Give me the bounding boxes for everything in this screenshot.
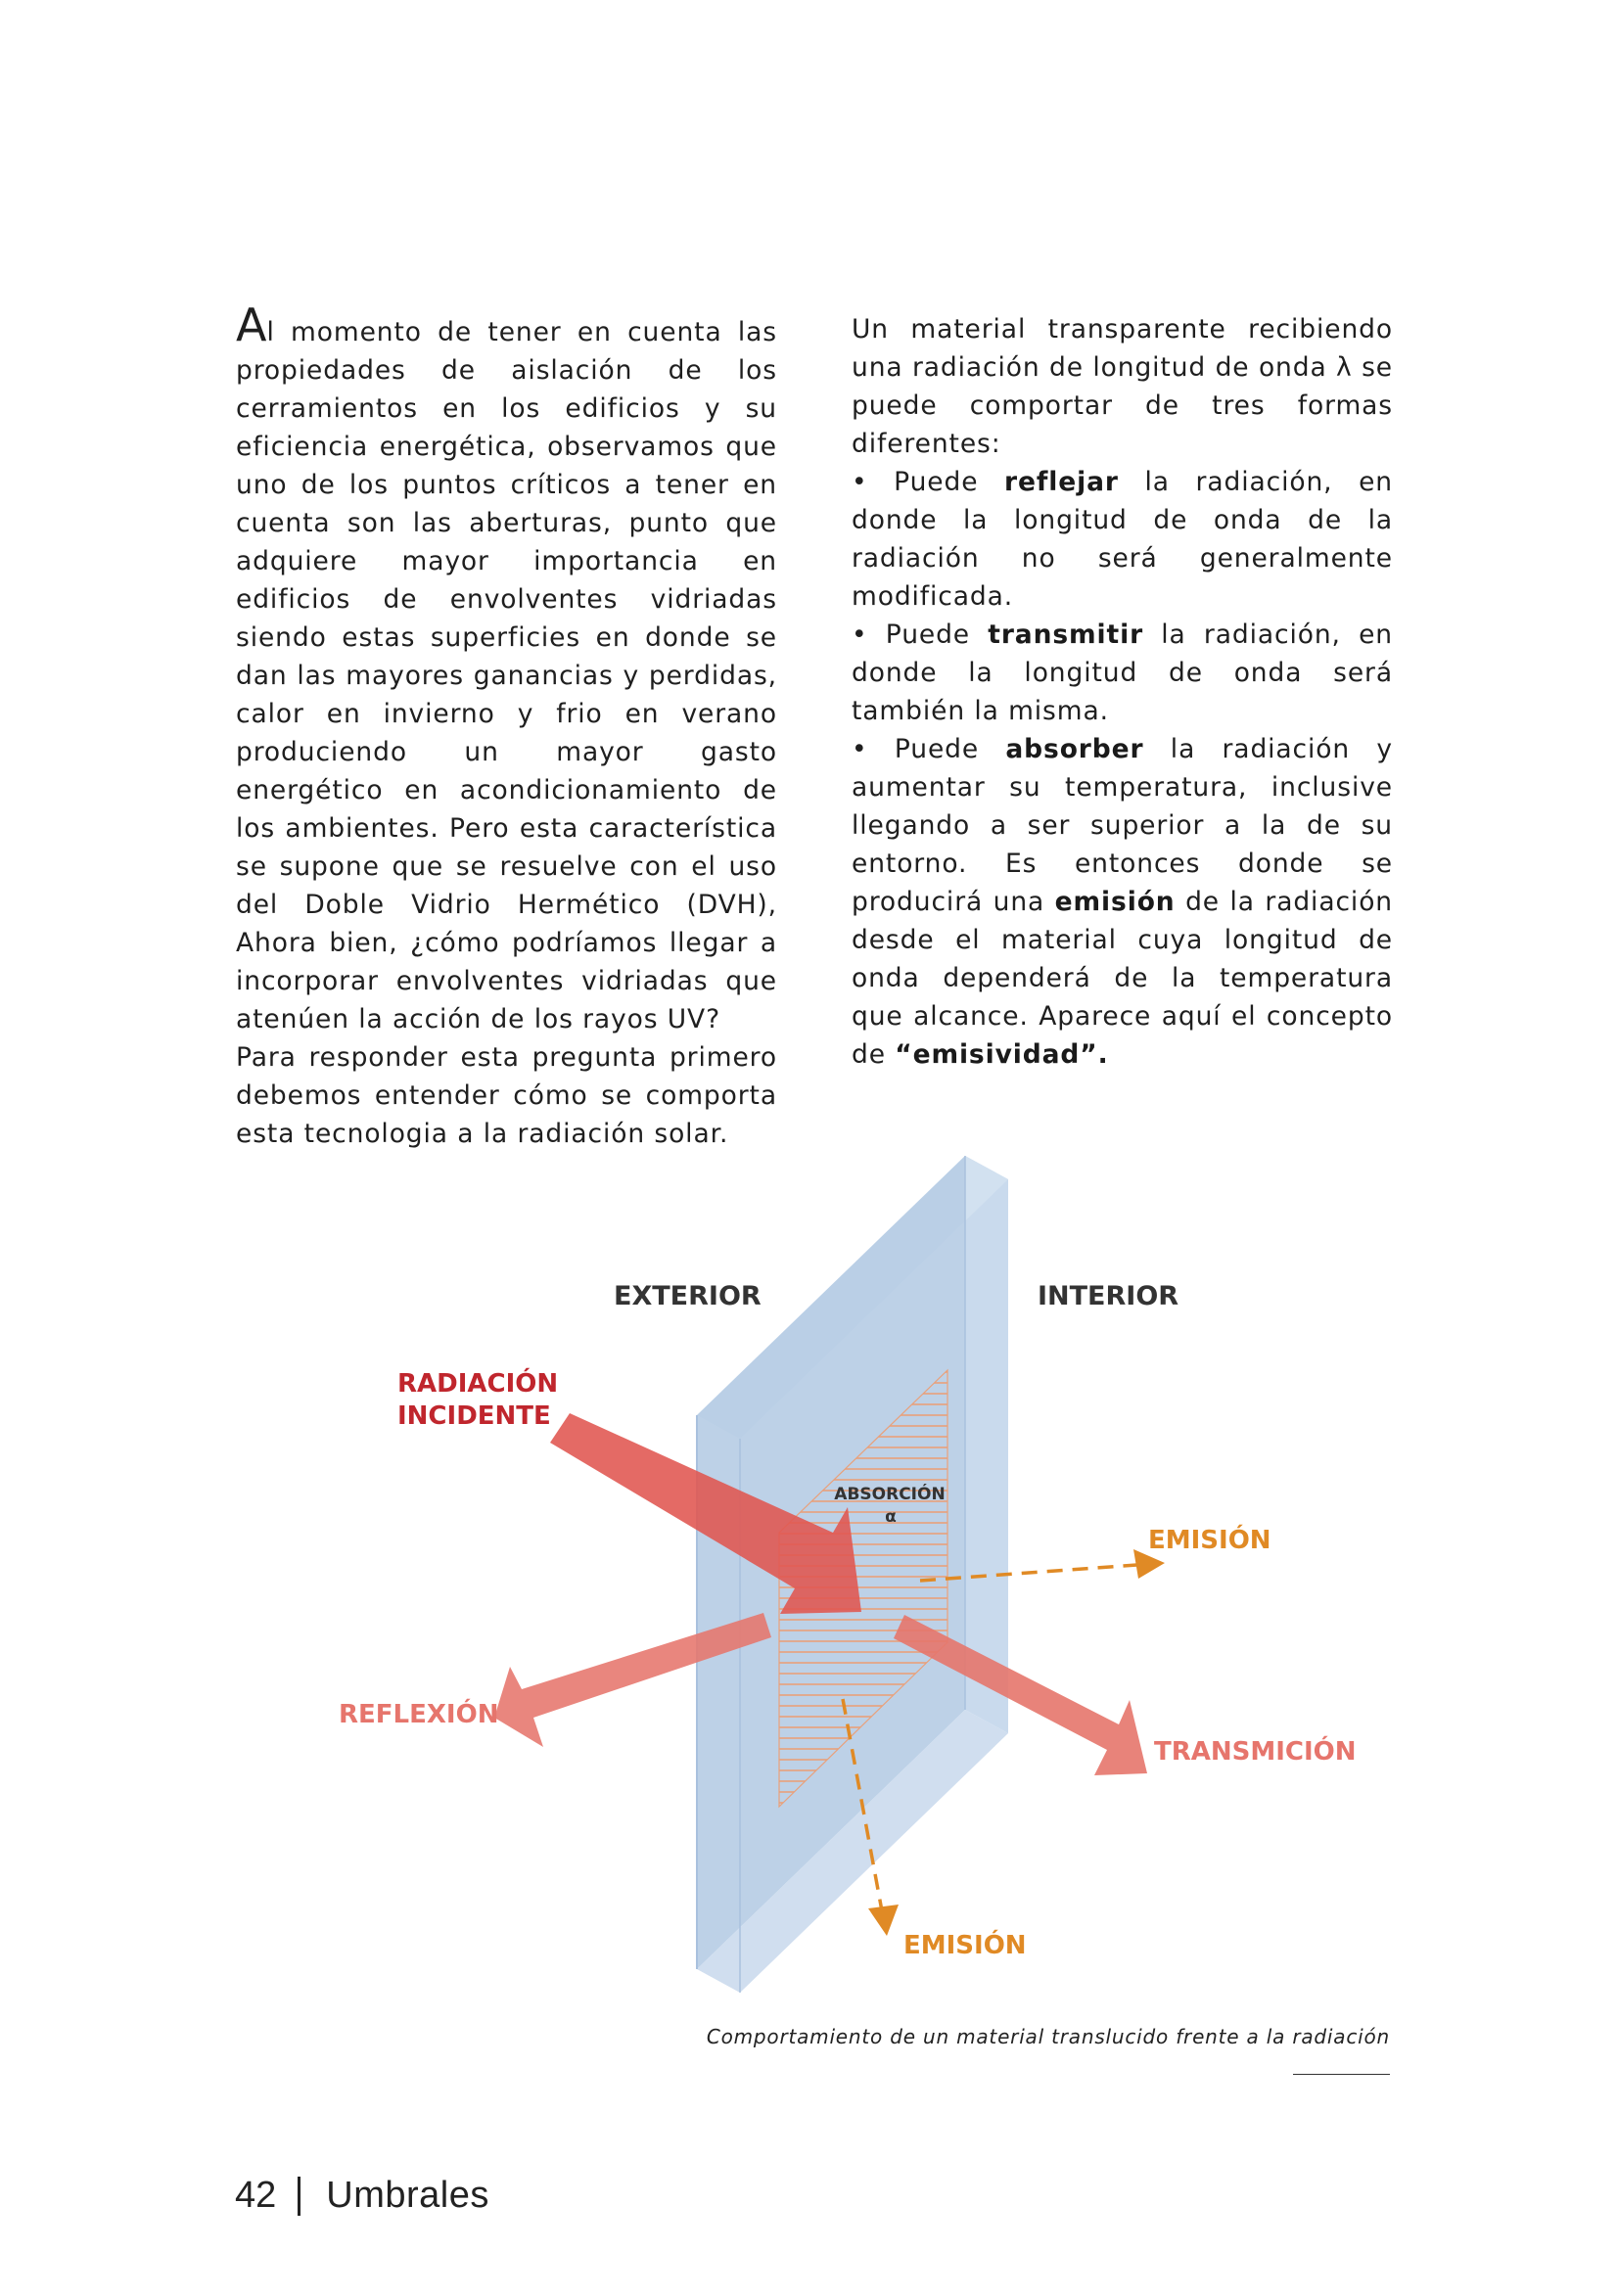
label-emission-right: EMISIÓN bbox=[1148, 1526, 1271, 1555]
bullet-absorb-text-end: de la radiación desde el material cuya longitud de onda dependerá de la temperatura que alcance. Aparece aquí el concepto de bbox=[852, 887, 1393, 1070]
term-transmit: transmitir bbox=[988, 620, 1144, 650]
label-reflection: REFLEXIÓN bbox=[339, 1700, 499, 1729]
emission-arrow-bottom-head bbox=[868, 1905, 899, 1936]
label-exterior: EXTERIOR bbox=[614, 1281, 762, 1311]
text-column-right bbox=[852, 310, 1393, 1074]
glass-side-face bbox=[965, 1156, 1008, 1733]
page-footer bbox=[235, 2175, 489, 2217]
label-incident-1: RADIACIÓN bbox=[397, 1369, 559, 1399]
label-absorption: ABSORCIÓN bbox=[834, 1485, 946, 1504]
footer-separator bbox=[298, 2177, 300, 2216]
label-incident-2: INCIDENTE bbox=[397, 1401, 551, 1431]
radiation-diagram bbox=[0, 1125, 1617, 2006]
bullet-reflect-prefix: • Puede bbox=[852, 467, 1005, 497]
bullet-transmit-text: la radiación, en donde la longitud de onda será también la misma. bbox=[852, 620, 1393, 726]
paragraph-material: Un material transparente recibiendo una radiación de longitud de onda λ se puede comportar de tres formas diferentes: bbox=[852, 314, 1393, 459]
bullet-transmit-prefix: • Puede bbox=[852, 620, 989, 650]
term-emissivity: “emisividad”. bbox=[895, 1039, 1109, 1070]
bullet-absorb-text: la radiación y aumentar su temperatura, inclusive llegando a ser superior a la de su entorno. Es entonces donde se producirá una bbox=[852, 734, 1393, 917]
figure-caption: Comportamiento de un material translucido frente a la radiación bbox=[706, 2025, 1390, 2048]
bullet-reflect-text: la radiación, en donde la longitud de onda de la radiación no será generalmente modificada. bbox=[852, 467, 1393, 612]
drop-cap: A bbox=[236, 298, 267, 351]
page-number: 42 bbox=[235, 2175, 277, 2216]
bullet-absorb-prefix: • Puede bbox=[852, 734, 1006, 764]
label-interior: INTERIOR bbox=[1038, 1281, 1179, 1311]
publication-name: Umbrales bbox=[326, 2175, 489, 2216]
label-transmission: TRANSMICIÓN bbox=[1154, 1737, 1357, 1767]
label-alpha: α bbox=[885, 1507, 897, 1527]
bullet-transmit bbox=[852, 616, 1393, 730]
bullet-reflect bbox=[852, 463, 1393, 616]
term-reflect: reflejar bbox=[1004, 467, 1119, 497]
paragraph-intro-text: l momento de tener en cuenta las propiedades de aislación de los cerramientos en los edificios y su eficiencia energética, observamos que uno de los puntos críticos a tener en cuenta son las aberturas, punto que adquiere mayor importancia en edificios de envolventes vidriadas siendo estas superficies en donde se dan las mayores ganancias y perdidas, calor en invierno y frio en verano produciendo un mayor gasto energético en acondicionamiento de los ambientes. Pero esta característica se supone que se resuelve con el uso del Doble Vidrio Hermético (DVH), Ahora bien, ¿cómo podríamos llegar a incorporar envolventes vidriadas que atenúen la acción de los rayos UV? bbox=[236, 317, 777, 1034]
term-absorb: absorber bbox=[1005, 734, 1144, 764]
bullet-absorb bbox=[852, 730, 1393, 1074]
term-emission: emisión bbox=[1054, 887, 1176, 917]
caption-rule bbox=[1293, 2074, 1390, 2075]
text-column-left bbox=[236, 298, 777, 1153]
paragraph-question: Para responder esta pregunta primero debemos entender cómo se comporta esta tecnologia a la radiación solar. bbox=[236, 1042, 777, 1149]
paragraph-intro bbox=[236, 298, 777, 1038]
label-emission-bottom: EMISIÓN bbox=[903, 1931, 1027, 1960]
